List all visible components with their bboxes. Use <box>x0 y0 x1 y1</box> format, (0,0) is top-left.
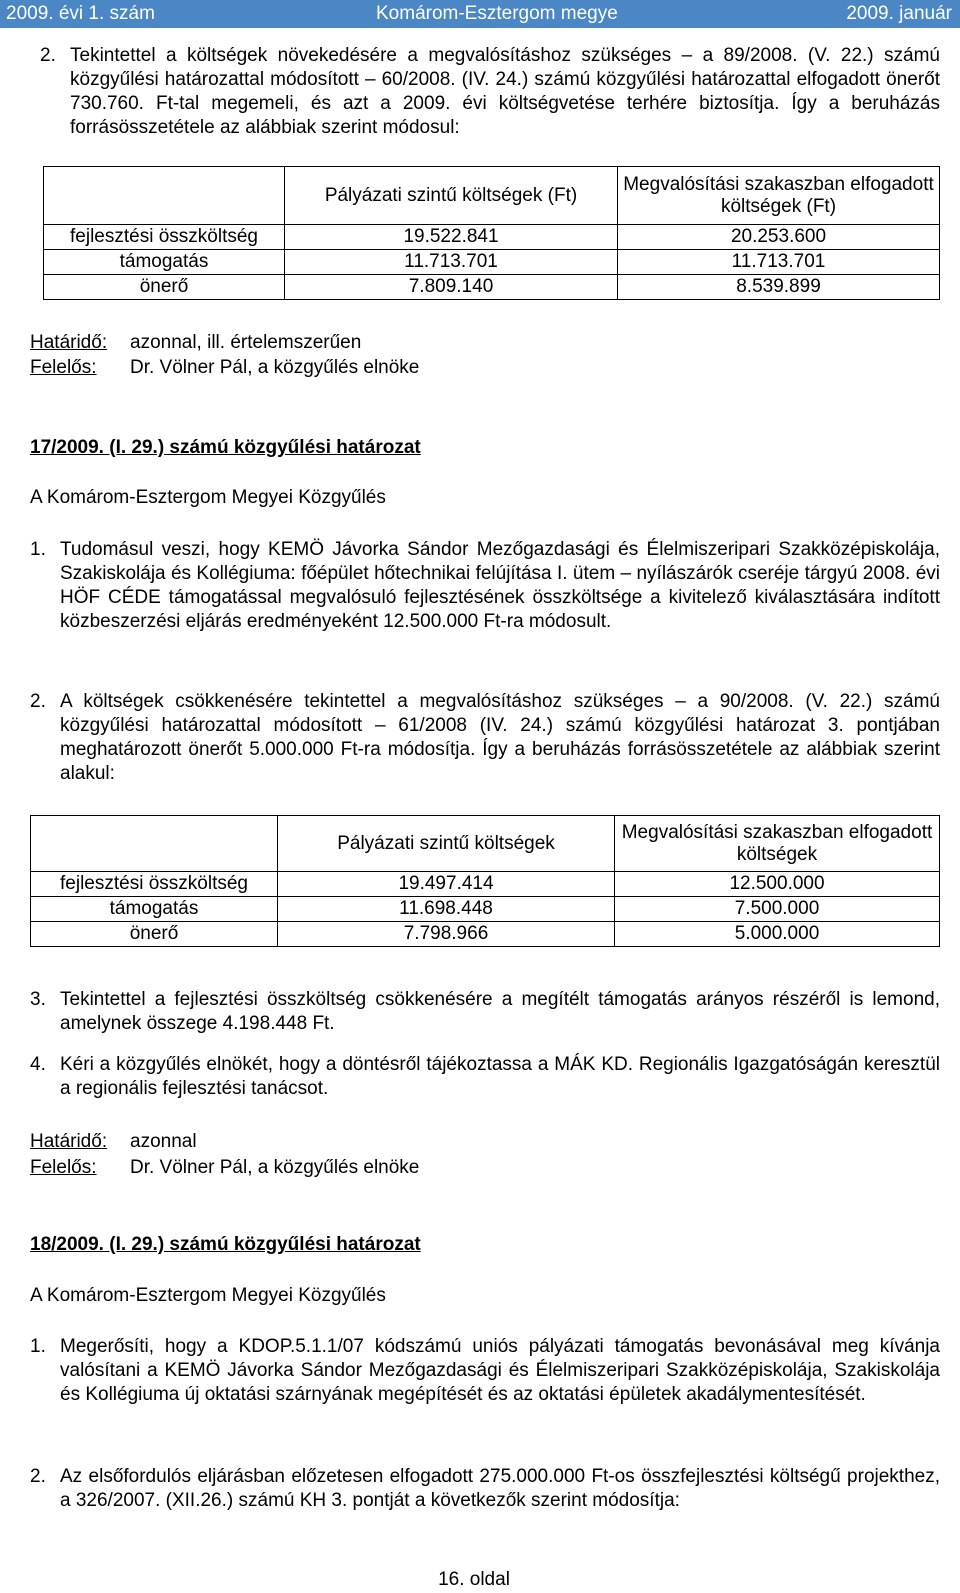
deadline-1 <box>30 331 930 355</box>
cost-table-2 <box>30 815 940 947</box>
responsible-1-value: Dr. Völner Pál, a közgyűlés elnöke <box>130 357 420 378</box>
table1-row0-label: fejlesztési összköltség <box>44 225 285 250</box>
table-row <box>44 275 940 300</box>
responsible-1 <box>30 356 930 380</box>
table-row <box>44 225 940 250</box>
resolution-18-item-1-number: 1. <box>30 1336 46 1357</box>
resolution-18-item-2-text: Az elsőfordulós eljárásban előzetesen elfogadott 275.000.000 Ft-os összfejlesztési költségű projekthez, a 326/2007. (XII.26.) számú KH 3. pontját a következők szerint módosítja: <box>60 1466 940 1511</box>
resolution-17-item-1-number: 1. <box>30 539 46 560</box>
resolution-17-item-2 <box>30 690 940 786</box>
table1-row2-col1: 7.809.140 <box>285 275 618 300</box>
resolution-17-title-text: 17/2009. (I. 29.) számú közgyűlési határozat <box>30 437 421 458</box>
table1-row1-label: támogatás <box>44 250 285 275</box>
table2-row0-col2: 12.500.000 <box>615 872 940 897</box>
table2-row1-col1: 11.698.448 <box>278 897 615 922</box>
header-issue: 2009. évi 1. szám <box>6 3 155 24</box>
table1-row1-col1: 11.713.701 <box>285 250 618 275</box>
resolution-17-item-4-text: Kéri a közgyűlés elnökét, hogy a döntésről tájékoztassa a MÁK KD. Regionális Igazgatóságán keresztül a regionális fejlesztési tanácsot. <box>60 1054 940 1099</box>
resolution-18-body: A Komárom-Esztergom Megyei Közgyűlés <box>30 1285 386 1306</box>
deadline-2-value: azonnal <box>130 1131 197 1152</box>
table2-row2-col1: 7.798.966 <box>278 922 615 947</box>
table2-header-col1: Pályázati szintű költségek <box>278 816 615 872</box>
resolution-17-item-4 <box>30 1053 940 1101</box>
resolution-18-title <box>30 1233 930 1257</box>
responsible-2-label: Felelős: <box>30 1157 97 1178</box>
table2-row2-label: önerő <box>31 922 278 947</box>
table2-header-empty <box>31 816 278 872</box>
table-row <box>31 872 940 897</box>
resolution-17-item-1-text: Tudomásul veszi, hogy KEMÖ Jávorka Sándor Mezőgazdasági és Élelmiszeripari Szakközépiskolája, Szakiskolája és Kollégiuma: főépület hőtechnikai felújítása I. ütem – nyílászárók cseréje tárgyú 2008. évi HÖF CÉDE támogatással megvalósuló fejlesztésének összköltsége a kivitelező kiválasztására indított közbeszerzési eljárás eredményeként 12.500.000 Ft-ra módosult. <box>60 539 940 632</box>
resolution-18-item-2-number: 2. <box>30 1466 46 1487</box>
intro-item <box>40 44 940 140</box>
table1-header-col1: Pályázati szintű költségek (Ft) <box>285 167 618 225</box>
resolution-18-item-2 <box>30 1465 940 1513</box>
resolution-17-body: A Komárom-Esztergom Megyei Közgyűlés <box>30 487 386 508</box>
table-row <box>44 250 940 275</box>
table1-row0-col1: 19.522.841 <box>285 225 618 250</box>
intro-item-text: Tekintettel a költségek növekedésére a megvalósításhoz szükséges – a 89/2008. (V. 22.) számú közgyűlési határozattal módosított – 60/2008. (IV. 24.) számú közgyűlési határozattal elfogadott önerőt 730.760. Ft-tal megemeli, és azt a 2009. évi költségvetése terhére biztosítja. Így a beruházás forrásösszetétele az alábbiak szerint módosul: <box>70 45 940 138</box>
cost-table-1 <box>43 166 940 300</box>
deadline-1-label: Határidő: <box>30 332 108 353</box>
table1-header-col2: Megvalósítási szakaszban elfogadott költségek (Ft) <box>618 167 940 225</box>
page-header <box>0 0 960 28</box>
deadline-1-value: azonnal, ill. értelemszerűen <box>130 332 362 353</box>
resolution-18-item-1-text: Megerősíti, hogy a KDOP.5.1.1/07 kódszámú uniós pályázati támogatás bevonásával meg kívánja valósítani a KEMÖ Jávorka Sándor Mezőgazdasági és Élelmiszeripari Szakközépiskolája, Szakiskolája és Kollégiuma új oktatási szárnyának megépítését és az oktatási épületek akadálymentesítését. <box>60 1336 940 1405</box>
table2-row2-col2: 5.000.000 <box>615 922 940 947</box>
deadline-2-label: Határidő: <box>30 1131 108 1152</box>
responsible-1-label: Felelős: <box>30 357 97 378</box>
resolution-18-item-1 <box>30 1335 940 1407</box>
table-row <box>31 897 940 922</box>
resolution-17-item-4-number: 4. <box>30 1054 46 1075</box>
resolution-17-item-2-number: 2. <box>30 691 46 712</box>
responsible-2 <box>30 1156 930 1180</box>
deadline-2 <box>30 1130 930 1154</box>
table1-row0-col2: 20.253.600 <box>618 225 940 250</box>
resolution-17-item-2-text: A költségek csökkenésére tekintettel a megvalósításhoz szükséges – a 90/2008. (V. 22.) számú közgyűlési határozattal módosított – 61/2008 (IV. 24.) számú közgyűlési határozat 3. pontjában meghatározott önerőt 5.000.000 Ft-ra módosítja. Így a beruházás forrásösszetétele az alábbiak szerint alakul: <box>60 691 940 784</box>
resolution-17-item-3 <box>30 988 940 1036</box>
resolution-17-title <box>30 436 930 460</box>
resolution-18-title-text: 18/2009. (I. 29.) számú közgyűlési határozat <box>30 1234 421 1255</box>
table2-row0-label: fejlesztési összköltség <box>31 872 278 897</box>
header-county: Komárom-Esztergom megye <box>376 3 618 24</box>
table1-row1-col2: 11.713.701 <box>618 250 940 275</box>
resolution-17-item-1 <box>30 538 940 634</box>
page-number: 16. oldal <box>438 1569 510 1590</box>
resolution-17-item-3-number: 3. <box>30 989 46 1010</box>
table-row <box>31 922 940 947</box>
table1-row2-label: önerő <box>44 275 285 300</box>
table2-header-col2: Megvalósítási szakaszban elfogadott költségek <box>615 816 940 872</box>
header-date: 2009. január <box>846 3 952 24</box>
table1-row2-col2: 8.539.899 <box>618 275 940 300</box>
table2-row1-label: támogatás <box>31 897 278 922</box>
table2-row0-col1: 19.497.414 <box>278 872 615 897</box>
responsible-2-value: Dr. Völner Pál, a közgyűlés elnöke <box>130 1157 420 1178</box>
table2-row1-col2: 7.500.000 <box>615 897 940 922</box>
resolution-17-item-3-text: Tekintettel a fejlesztési összköltség csökkenésére a megítélt támogatás arányos részéről is lemond, amelynek összege 4.198.448 Ft. <box>60 989 940 1034</box>
table1-header-empty <box>44 167 285 225</box>
intro-item-number: 2. <box>40 45 56 66</box>
